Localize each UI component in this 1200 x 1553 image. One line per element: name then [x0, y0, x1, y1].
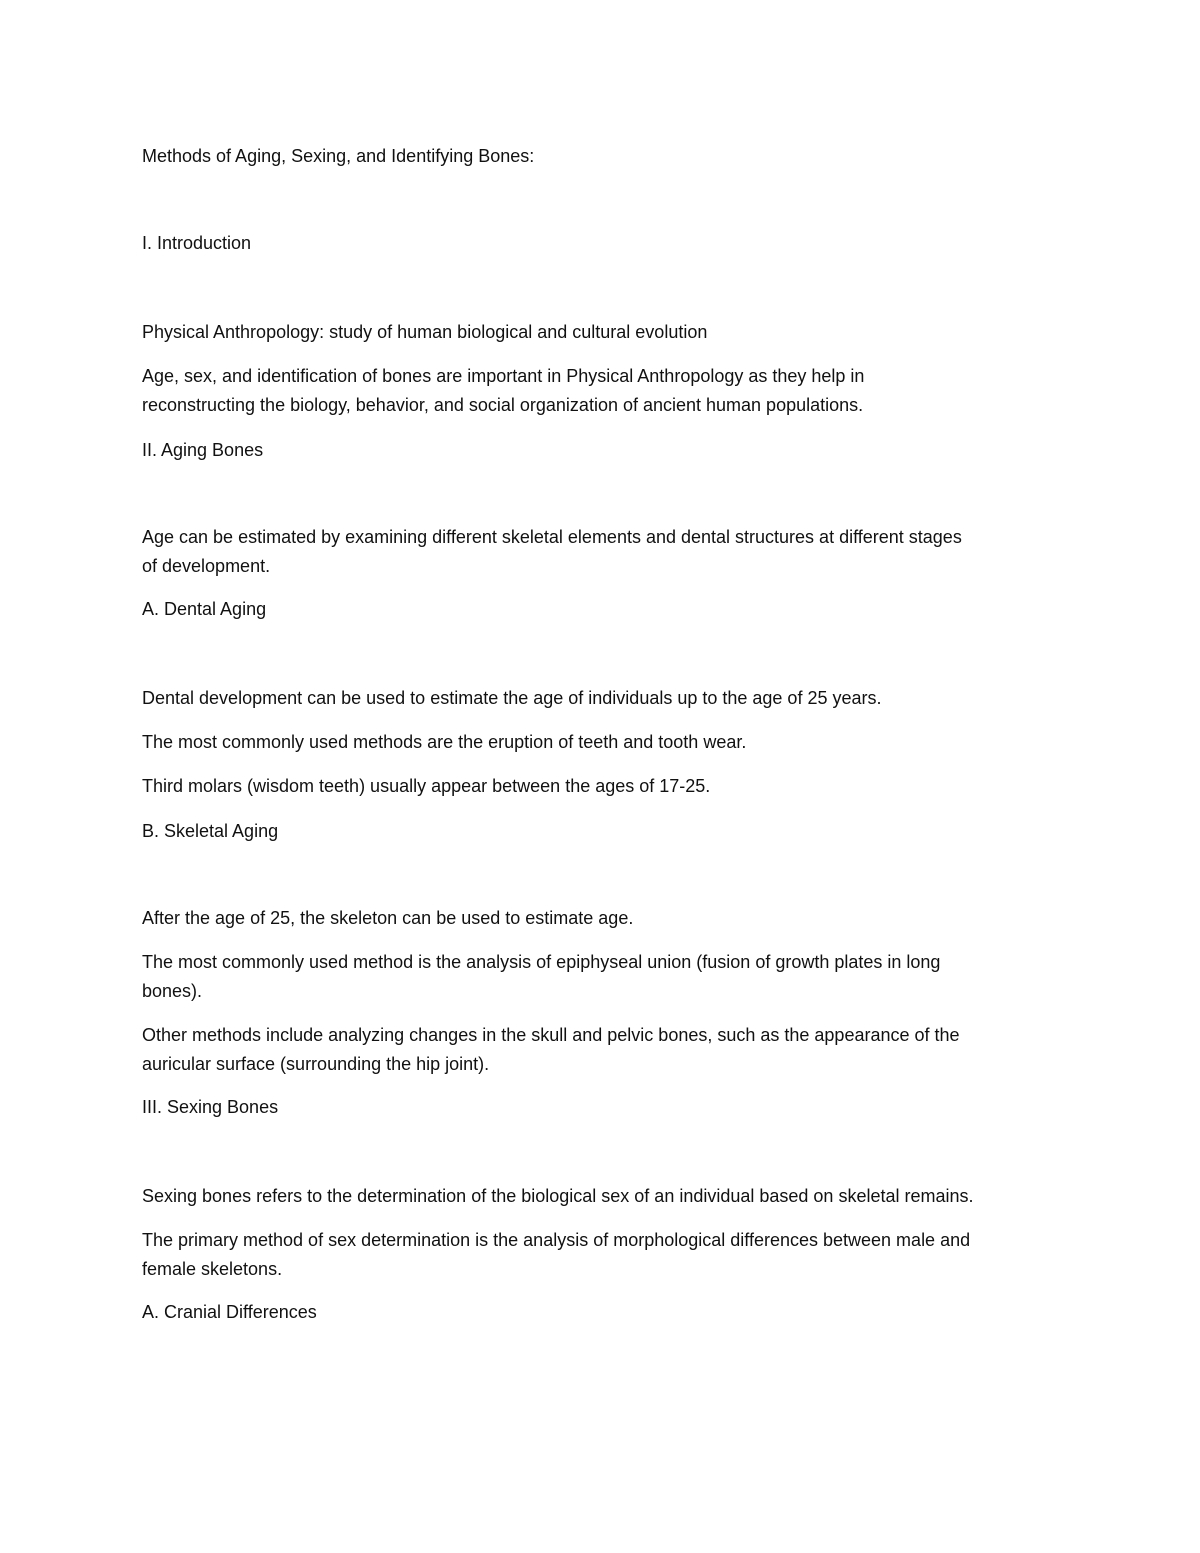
section-heading-aging-bones: II. Aging Bones	[142, 440, 264, 460]
paragraph-line: The most commonly used method is the analysis of epiphyseal union (fusion of growth plates in long	[142, 952, 941, 972]
paragraph-line: After the age of 25, the skeleton can be used to estimate age.	[142, 908, 634, 928]
document-title: Methods of Aging, Sexing, and Identifying Bones:	[142, 146, 535, 166]
paragraph-line: of development.	[142, 556, 271, 576]
subsection-heading-dental-aging: A. Dental Aging	[142, 599, 267, 619]
section-heading-introduction: I. Introduction	[142, 233, 252, 253]
paragraph-line: Other methods include analyzing changes in the skull and pelvic bones, such as the appearance of the	[142, 1025, 960, 1045]
paragraph-line: female skeletons.	[142, 1259, 283, 1279]
paragraph-line: Sexing bones refers to the determination of the biological sex of an individual based on skeletal remains.	[142, 1186, 974, 1206]
subsection-heading-skeletal-aging: B. Skeletal Aging	[142, 821, 279, 841]
paragraph-line: Physical Anthropology: study of human biological and cultural evolution	[142, 322, 708, 342]
section-heading-sexing-bones: III. Sexing Bones	[142, 1097, 279, 1117]
paragraph-line: bones).	[142, 981, 203, 1001]
paragraph-line: The most commonly used methods are the eruption of teeth and tooth wear.	[142, 732, 747, 752]
paragraph-line: reconstructing the biology, behavior, and social organization of ancient human populations.	[142, 395, 864, 415]
paragraph-line: Third molars (wisdom teeth) usually appear between the ages of 17-25.	[142, 776, 711, 796]
paragraph-line: Age, sex, and identification of bones are important in Physical Anthropology as they help in	[142, 366, 865, 386]
paragraph-line: The primary method of sex determination is the analysis of morphological differences between male and	[142, 1230, 971, 1250]
paragraph-line: Dental development can be used to estimate the age of individuals up to the age of 25 years.	[142, 688, 882, 708]
paragraph-line: Age can be estimated by examining different skeletal elements and dental structures at different stages	[142, 527, 962, 547]
paragraph-line: auricular surface (surrounding the hip joint).	[142, 1054, 490, 1074]
subsection-heading-cranial-differences: A. Cranial Differences	[142, 1302, 317, 1322]
